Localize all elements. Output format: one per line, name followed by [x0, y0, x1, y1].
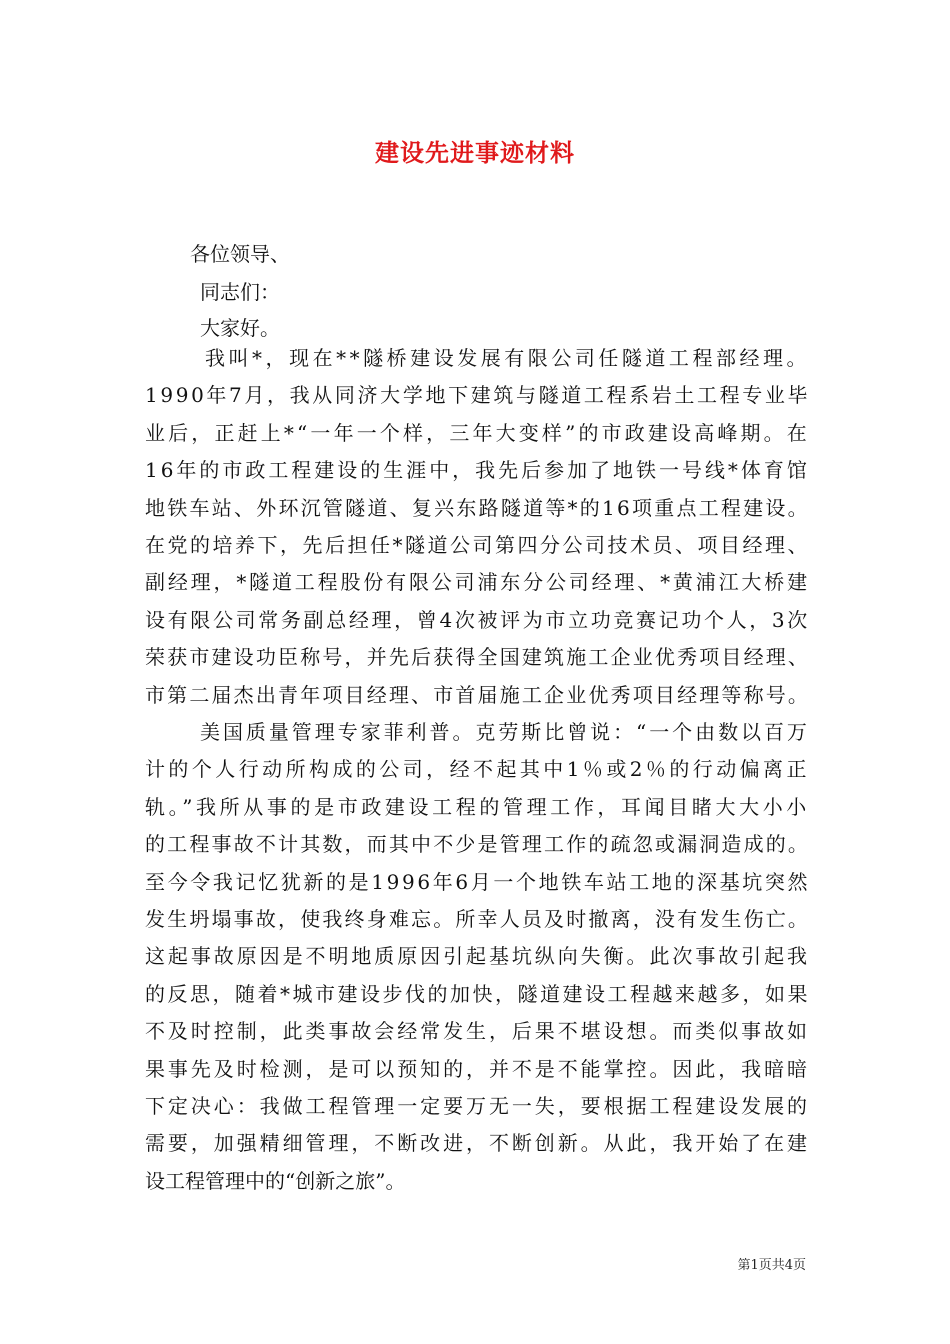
document-title: 建设先进事迹材料 — [375, 138, 575, 167]
paragraph-line: 设工程管理中的“创新之旅”。 — [145, 1169, 406, 1193]
greeting-line: 各位领导、 — [190, 242, 290, 266]
paragraph-line: 设有限公司常务副总经理，曾4次被评为市立功竞赛记功个人，3次 — [145, 608, 810, 632]
paragraph-line: 计的个人行动所构成的公司，经不起其中1％或2％的行动偏离正 — [145, 757, 810, 781]
paragraph-line: 美国质量管理专家菲利普。克劳斯比曾说：“一个由数以百万 — [200, 720, 810, 744]
paragraph-line: 的反思，随着*城市建设步伐的加快，隧道建设工程越来越多，如果 — [145, 982, 810, 1006]
paragraph-line: 市第二届杰出青年项目经理、市首届施工企业优秀项目经理等称号。 — [145, 683, 810, 707]
paragraph-line: 这起事故原因是不明地质原因引起基坑纵向失衡。此次事故引起我 — [145, 944, 810, 968]
paragraph-line: 发生坍塌事故，使我终身难忘。所幸人员及时撤离，没有发生伤亡。 — [145, 907, 810, 931]
paragraph-line: 我叫*，现在**隧桥建设发展有限公司任隧道工程部经理。 — [205, 346, 810, 370]
paragraph-line: 的工程事故不计其数，而其中不少是管理工作的疏忽或漏洞造成的。 — [145, 832, 810, 856]
paragraph-line: 荣获市建设功臣称号，并先后获得全国建筑施工企业优秀项目经理、 — [145, 645, 810, 669]
greeting-line: 大家好。 — [200, 316, 280, 340]
paragraph-line: 业后，正赶上*“一年一个样，三年大变样”的市政建设高峰期。在 — [145, 421, 810, 445]
paragraph-line: 地铁车站、外环沉管隧道、复兴东路隧道等*的16项重点工程建设。 — [145, 496, 810, 520]
page-number: 第1页共4页 — [737, 1258, 806, 1273]
paragraph-line: 16年的市政工程建设的生涯中，我先后参加了地铁一号线*体育馆 — [145, 458, 810, 482]
paragraph-line: 1990年7月，我从同济大学地下建筑与隧道工程系岩土工程专业毕 — [145, 383, 810, 407]
paragraph-line: 下定决心：我做工程管理一定要万无一失，要根据工程建设发展的 — [145, 1094, 810, 1118]
paragraph-line: 需要，加强精细管理，不断改进，不断创新。从此，我开始了在建 — [145, 1131, 810, 1155]
paragraph-line: 副经理，*隧道工程股份有限公司浦东分公司经理、*黄浦江大桥建 — [145, 570, 810, 594]
paragraph-line: 不及时控制，此类事故会经常发生，后果不堪设想。而类似事故如 — [145, 1019, 810, 1043]
paragraph-line: 轨。”我所从事的是市政建设工程的管理工作，耳闻目睹大大小小 — [145, 795, 810, 819]
paragraph-line: 果事先及时检测，是可以预知的，并不是不能掌控。因此，我暗暗 — [145, 1057, 810, 1081]
paragraph-line: 至今令我记忆犹新的是1996年6月一个地铁车站工地的深基坑突然 — [145, 870, 810, 894]
paragraph-line: 在党的培养下，先后担任*隧道公司第四分公司技术员、项目经理、 — [145, 533, 810, 557]
greeting-line: 同志们： — [200, 280, 280, 304]
